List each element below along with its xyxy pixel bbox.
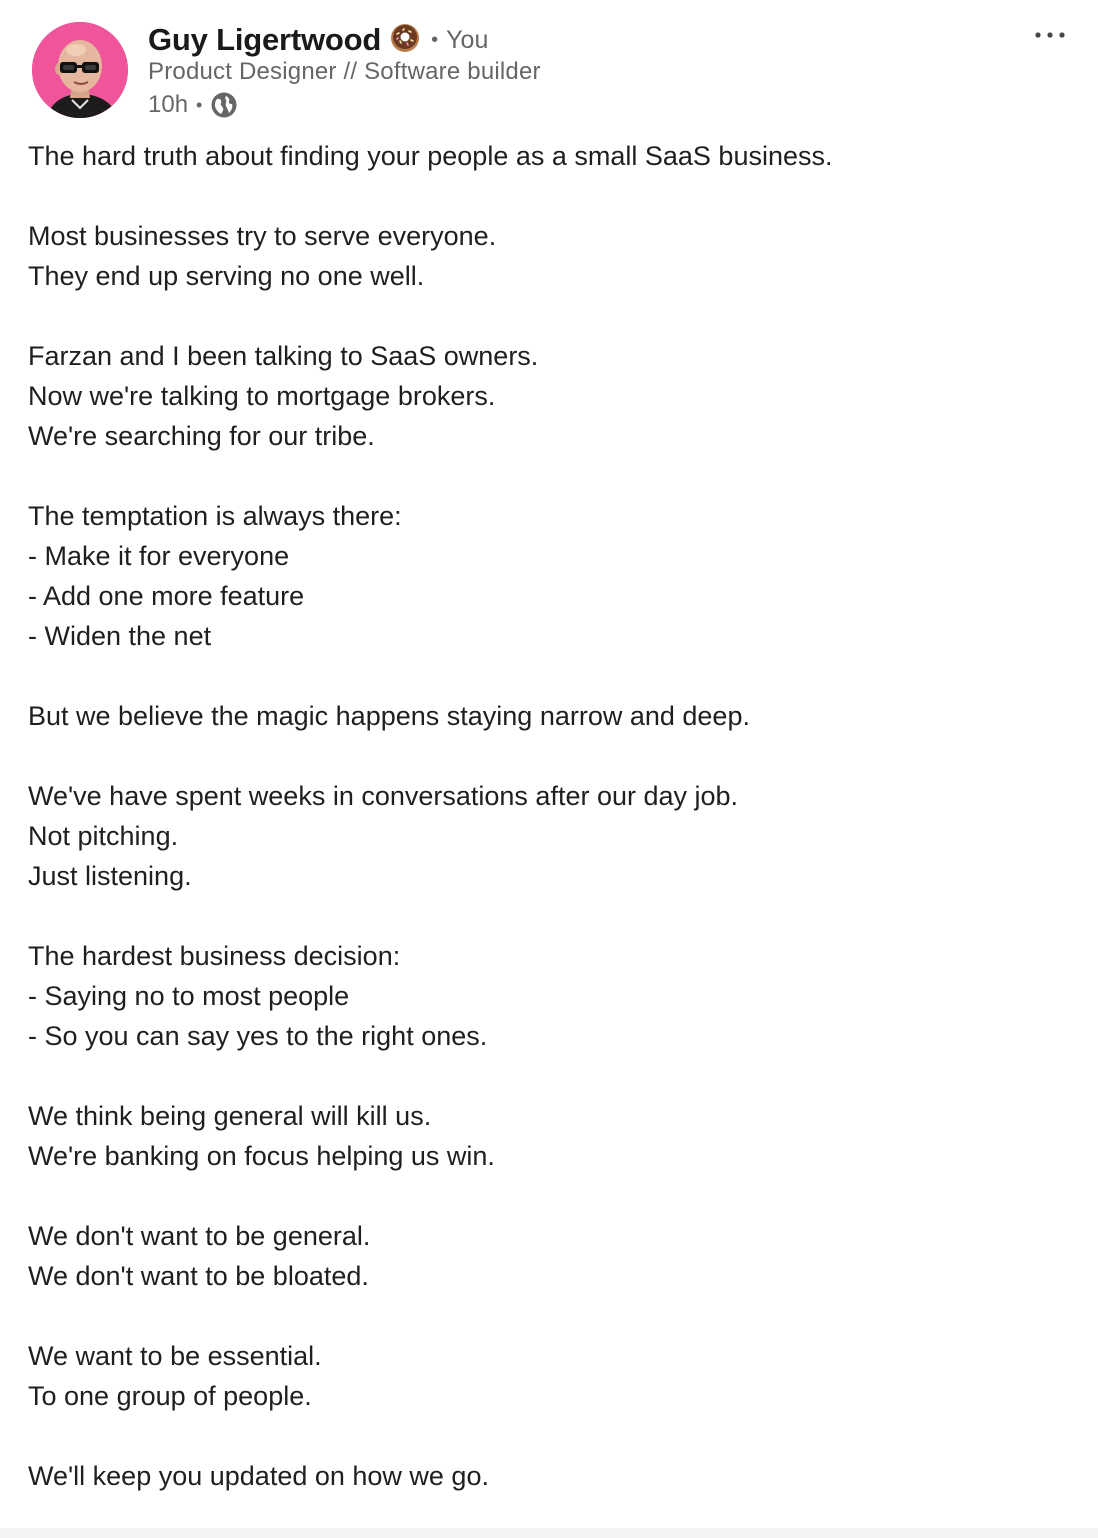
avatar[interactable]: [32, 22, 128, 118]
blank-line: [28, 176, 1068, 216]
post-line: The temptation is always there:: [28, 501, 402, 531]
more-options-button[interactable]: [1026, 18, 1074, 52]
author-line: [148, 18, 488, 62]
relation-label: You: [446, 25, 489, 54]
post-line: - Make it for everyone: [28, 541, 290, 571]
author-name[interactable]: Guy Ligertwood: [148, 22, 382, 57]
post-line: Most businesses try to serve everyone.: [28, 221, 497, 251]
separator-dot: •: [431, 28, 439, 51]
post-line: We don't want to be bloated.: [28, 1261, 369, 1291]
blank-line: [28, 456, 1068, 496]
post-line: The hardest business decision:: [28, 941, 401, 971]
post-line: We'll keep you updated on how we go.: [28, 1461, 489, 1491]
blank-line: [28, 1296, 1068, 1336]
donut-icon: [389, 22, 421, 54]
post-meta: [148, 90, 238, 120]
blank-line: [28, 736, 1068, 776]
blank-line: [28, 1056, 1068, 1096]
post-line: But we believe the magic happens staying narrow and deep.: [28, 701, 750, 731]
post-line: - Add one more feature: [28, 581, 305, 611]
post-line: We don't want to be general.: [28, 1221, 371, 1251]
blank-line: [28, 296, 1068, 336]
post-time: 10h: [148, 91, 189, 118]
post-line: They end up serving no one well.: [28, 261, 425, 291]
post-line: We're banking on focus helping us win.: [28, 1141, 495, 1171]
post-body: [28, 136, 1068, 1496]
post-line: Now we're talking to mortgage brokers.: [28, 381, 496, 411]
post-line: Farzan and I been talking to SaaS owners.: [28, 341, 539, 371]
blank-line: [28, 1176, 1068, 1216]
post-line: Just listening.: [28, 861, 192, 891]
post-line: - Saying no to most people: [28, 981, 350, 1011]
card-bottom-edge: [0, 1528, 1098, 1538]
post-line: We want to be essential.: [28, 1341, 322, 1371]
post-line: We think being general will kill us.: [28, 1101, 432, 1131]
post-line: - Widen the net: [28, 621, 212, 651]
blank-line: [28, 896, 1068, 936]
post-line: Not pitching.: [28, 821, 179, 851]
author-headline: Product Designer // Software builder: [148, 58, 541, 85]
blank-line: [28, 1416, 1068, 1456]
separator-dot: •: [196, 94, 203, 115]
post-line: - So you can say yes to the right ones.: [28, 1021, 488, 1051]
globe-icon: [210, 91, 238, 119]
post-line: To one group of people.: [28, 1381, 312, 1411]
post-line: We're searching for our tribe.: [28, 421, 375, 451]
post-line: We've have spent weeks in conversations after our day job.: [28, 781, 739, 811]
more-options-icon: [1033, 31, 1067, 39]
blank-line: [28, 656, 1068, 696]
post-line: The hard truth about finding your people as a small SaaS business.: [28, 141, 833, 171]
